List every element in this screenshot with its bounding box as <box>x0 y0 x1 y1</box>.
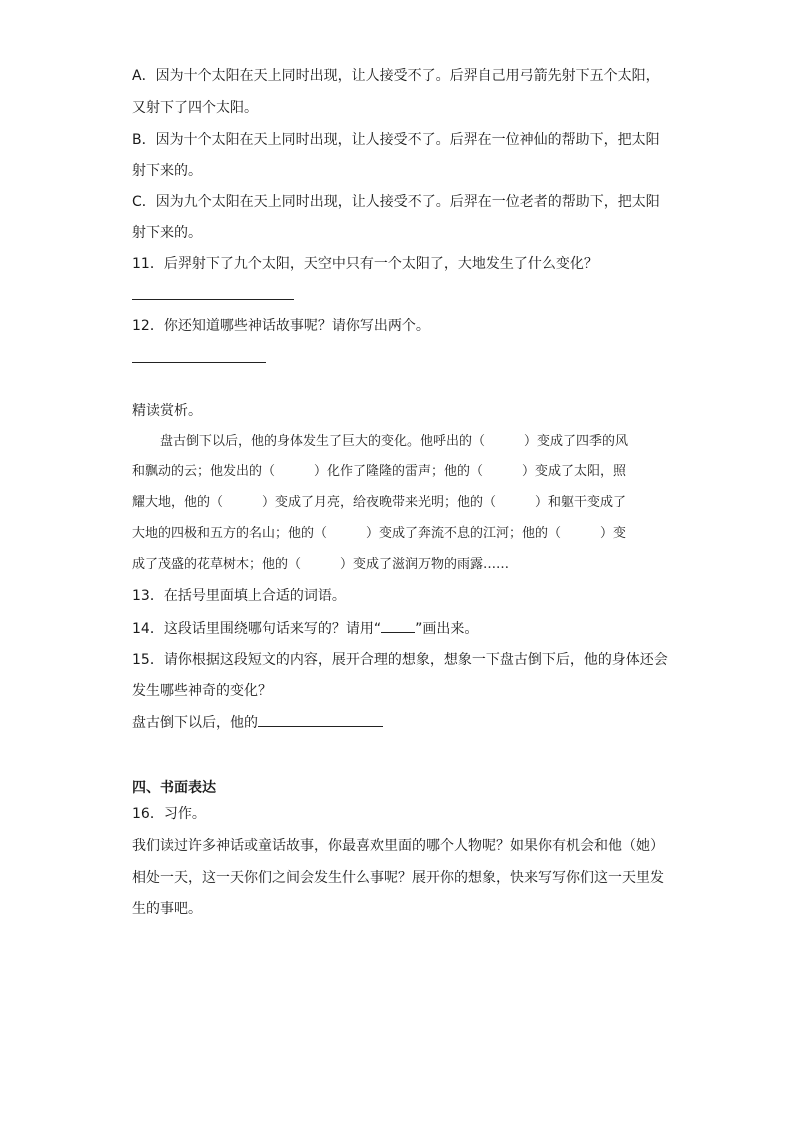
question-15-line-1: 15．请你根据这段短文的内容，展开合理的想象，想象一下盘古倒下后，他的身体还会 <box>132 652 668 668</box>
answer-blank-15[interactable] <box>258 712 383 727</box>
option-a-line-2: 又射下了四个太阳。 <box>132 100 258 116</box>
question-15-line-2: 发生哪些神奇的变化？ <box>132 683 272 699</box>
answer-blank-11[interactable] <box>132 299 294 300</box>
reading-heading: 精读赏析。 <box>132 403 202 419</box>
question-12: 12．你还知道哪些神话故事呢？请你写出两个。 <box>132 318 430 334</box>
option-a-line-1: A．因为十个太阳在天上同时出现，让人接受不了。后羿自己用弓箭先射下五个太阳， <box>132 68 660 84</box>
answer-blank-12[interactable] <box>132 362 266 363</box>
reading-line-5: 成了茂盛的花草树木；他的（ ）变成了滋润万物的雨露…… <box>132 557 510 572</box>
essay-line-2: 相处一天，这一天你们之间会发生什么事呢？展开你的想象，快来写写你们这一天里发 <box>132 870 664 886</box>
essay-line-3: 生的事吧。 <box>132 901 202 917</box>
underline-sample <box>381 618 415 633</box>
question-14-text-after: ”画出来。 <box>415 621 479 637</box>
question-14-text-before: 14．这段话里围绕哪句话来写的？请用“ <box>132 621 382 637</box>
answer-15-prefix: 盘古倒下以后，他的 <box>132 715 258 731</box>
reading-line-1: 盘古倒下以后，他的身体发生了巨大的变化。他呼出的（ ）变成了四季的风 <box>160 434 629 449</box>
option-c-line-1: C．因为九个太阳在天上同时出现，让人接受不了。后羿在一位老者的帮助下，把太阳 <box>132 194 660 210</box>
reading-line-4: 大地的四极和五方的名山；他的（ ）变成了奔流不息的江河；他的（ ）变 <box>132 526 627 541</box>
essay-line-1: 我们读过许多神话或童话故事，你最喜欢里面的哪个人物呢？如果你有机会和他（她） <box>132 838 664 854</box>
question-16: 16．习作。 <box>132 806 206 822</box>
section-4-title: 四、书面表达 <box>132 780 216 796</box>
option-b-line-1: B．因为十个太阳在天上同时出现，让人接受不了。后羿在一位神仙的帮助下，把太阳 <box>132 132 660 148</box>
option-b-line-2: 射下来的。 <box>132 163 202 179</box>
question-14 <box>132 618 478 639</box>
question-13: 13．在括号里面填上合适的词语。 <box>132 588 346 604</box>
answer-15 <box>132 712 383 733</box>
reading-line-3: 耀大地，他的（ ）变成了月亮，给夜晚带来光明；他的（ ）和躯干变成了 <box>132 495 627 510</box>
reading-line-2: 和飘动的云；他发出的（ ）化作了隆隆的雷声；他的（ ）变成了太阳，照 <box>132 464 627 479</box>
option-c-line-2: 射下来的。 <box>132 225 202 241</box>
question-11: 11．后羿射下了九个太阳，天空中只有一个太阳了，大地发生了什么变化？ <box>132 256 598 272</box>
